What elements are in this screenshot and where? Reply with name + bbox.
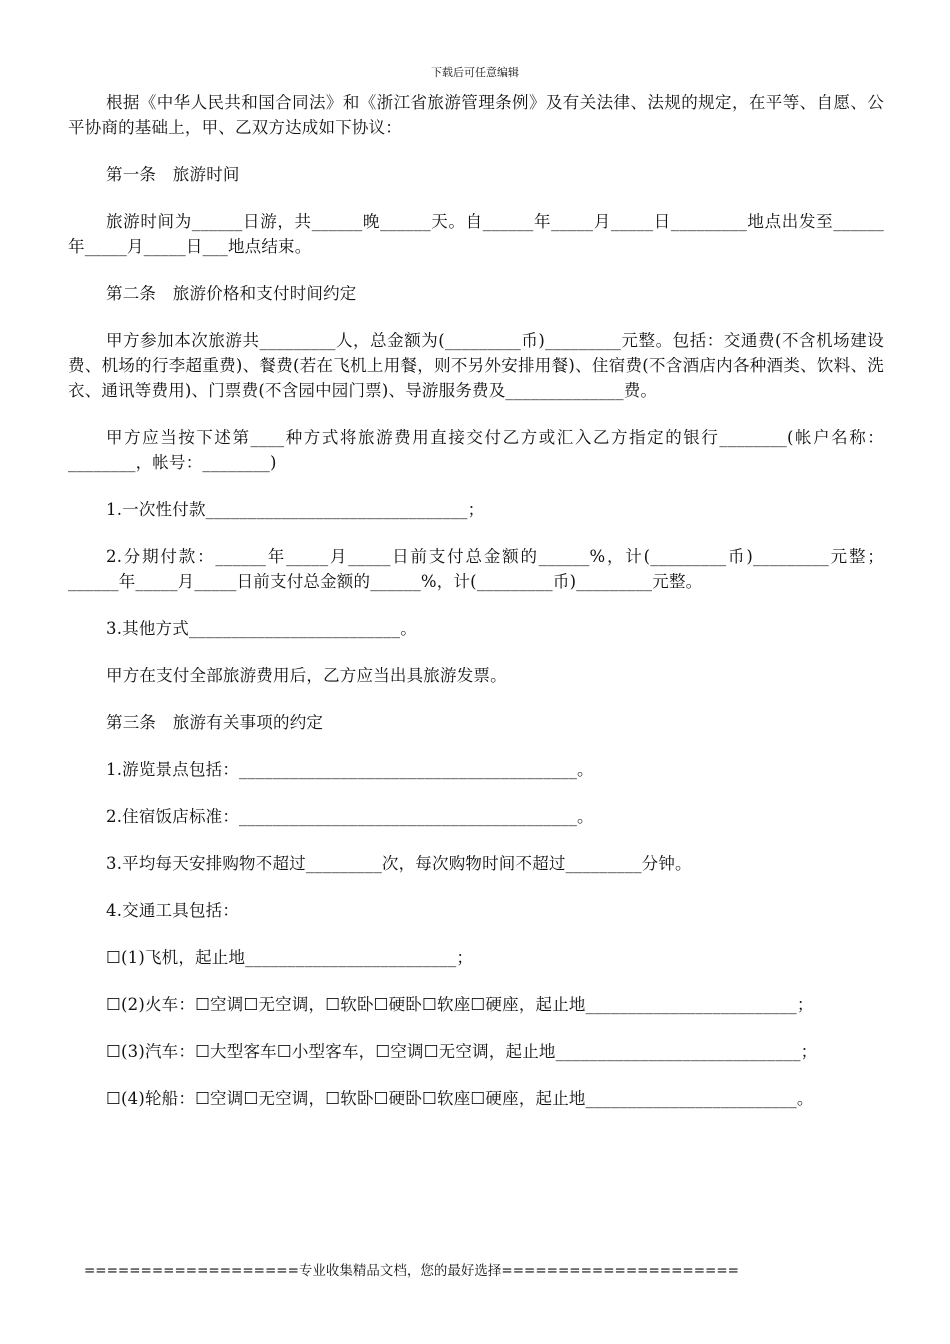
shopping-item: 3.平均每天安排购物不超过_________次，每次购物时间不超过_________分钟。	[106, 854, 692, 873]
price-paragraph: 甲方参加本次旅游共_________人，总金额为(_________币)_________元整。包括：交通费(不含机场建设费、机场的行李超重费)、餐费(若在飞机上用餐，则不另外安排用餐)、住宿费(不含酒店内各种酒类、饮料、洗衣、通讯等费用)、门票费(不含园中园门票)、导游服务费及______________费。	[68, 331, 884, 400]
article-3-title: 第三条 旅游有关事项的约定	[106, 713, 324, 732]
travel-time-paragraph: 旅游时间为______日游，共______晚______天。自______年_____月_____日_________地点出发至______年_____月_____日___地点结束。	[68, 212, 884, 256]
payment-option-2: 2.分期付款：______年_____月_____日前支付总金额的______%，计(_________币)_________元整；______年_____月_____日前支付总金额的______%，计(_________币)_________元整。	[68, 547, 884, 591]
transport-ship: ☐(4)轮船：☐空调☐无空调，☐软卧☐硬卧☐软座☐硬座，起止地_________________________。	[106, 1089, 814, 1108]
transport-bus: ☐(3)汽车：☐大型客车☐小型客车，☐空调☐无空调，起止地_____________________________；	[106, 1042, 818, 1061]
transport-heading: 4.交通工具包括：	[106, 901, 240, 920]
page-footer: ===================专业收集精品文档，您的最好选择=====================	[84, 1263, 739, 1279]
contract-body	[68, 90, 884, 1133]
page-header: 下载后可任意编辑	[431, 66, 519, 79]
article-1-title: 第一条 旅游时间	[106, 165, 240, 184]
payment-option-3: 3.其他方式_________________________。	[106, 619, 417, 638]
scenic-spots-item: 1.游览景点包括：________________________________________。	[106, 760, 594, 779]
payment-option-1: 1.一次性付款_______________________________；	[106, 500, 485, 519]
intro-paragraph: 根据《中华人民共和国合同法》和《浙江省旅游管理条例》及有关法律、法规的规定，在平等、自愿、公平协商的基础上，甲、乙双方达成如下协议：	[68, 93, 884, 137]
hotel-standard-item: 2.住宿饭店标准：________________________________________。	[106, 807, 594, 826]
transport-train: ☐(2)火车：☐空调☐无空调，☐软卧☐硬卧☐软座☐硬座，起止地_________________________；	[106, 995, 814, 1014]
payment-method-paragraph: 甲方应当按下述第____种方式将旅游费用直接交付乙方或汇入乙方指定的银行________(帐户名称：________，帐号：________)	[68, 428, 884, 472]
transport-plane: ☐(1)飞机，起止地_________________________；	[106, 948, 474, 967]
invoice-paragraph: 甲方在支付全部旅游费用后，乙方应当出具旅游发票。	[106, 666, 507, 685]
article-2-title: 第二条 旅游价格和支付时间约定	[106, 284, 357, 303]
